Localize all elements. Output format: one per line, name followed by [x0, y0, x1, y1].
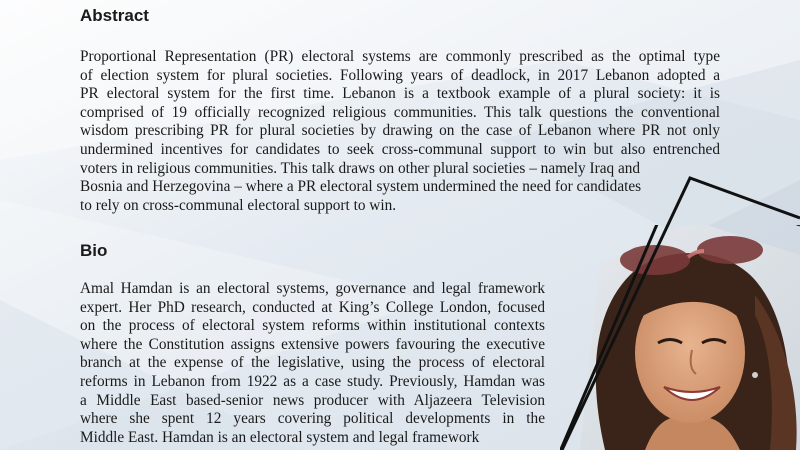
- abstract-line: Bosnia and Herzegovina – where a PR electoral system undermined the need for candidates: [80, 178, 642, 196]
- bio-line: branch at the expense of the legislative, using the process of electoral: [80, 354, 545, 372]
- abstract-line: PR electoral system for the first time. Lebanon is a textbook example of a plural society: it is: [80, 85, 720, 103]
- abstract-line: voters in religious communities. This talk draws on other plural societies – namely Iraq and: [80, 159, 641, 177]
- bio-line: expert. Her PhD research, conducted at King’s College London, focused: [80, 298, 545, 316]
- bio-line: on the process of electoral system reforms within institutional contexts: [80, 317, 545, 335]
- bio-line: Middle East. Hamdan is an electoral system and legal framework: [80, 428, 480, 446]
- bio-paragraph: [80, 280, 545, 447]
- abstract-paragraph: [80, 48, 720, 215]
- abstract-heading: Abstract: [80, 6, 149, 25]
- abstract-line: wisdom prescribing PR for plural societies by drawing on the case of Lebanon where PR not only: [80, 122, 720, 140]
- bio-line: where she spent 12 years covering political developments in the: [80, 410, 545, 428]
- abstract-line: to rely on cross-communal electoral support to win.: [80, 196, 397, 214]
- abstract-line: comprised of 19 officially recognized religious communities. This talk questions the conventional: [80, 103, 720, 121]
- abstract-line: Proportional Representation (PR) electoral systems are commonly prescribed as the optimal type: [80, 48, 720, 65]
- bio-line: reforms in Lebanon from 1922 as a case study. Previously, Hamdan was: [80, 372, 545, 390]
- abstract-line: of election system for plural societies. Following years of deadlock, in 2017 Lebanon adopted a: [80, 66, 720, 84]
- abstract-line: undermined incentives for candidates to seek cross-communal support to win but also entrenched: [80, 140, 720, 158]
- bio-line: where the Constitution assigns extensive powers favouring the executive: [80, 335, 545, 353]
- bio-heading: Bio: [80, 241, 108, 260]
- speaker-portrait: [560, 225, 800, 450]
- bio-line: Amal Hamdan is an electoral systems, governance and legal framework: [80, 280, 545, 297]
- bio-line: a Middle East based-senior news producer with Aljazeera Television: [80, 391, 545, 409]
